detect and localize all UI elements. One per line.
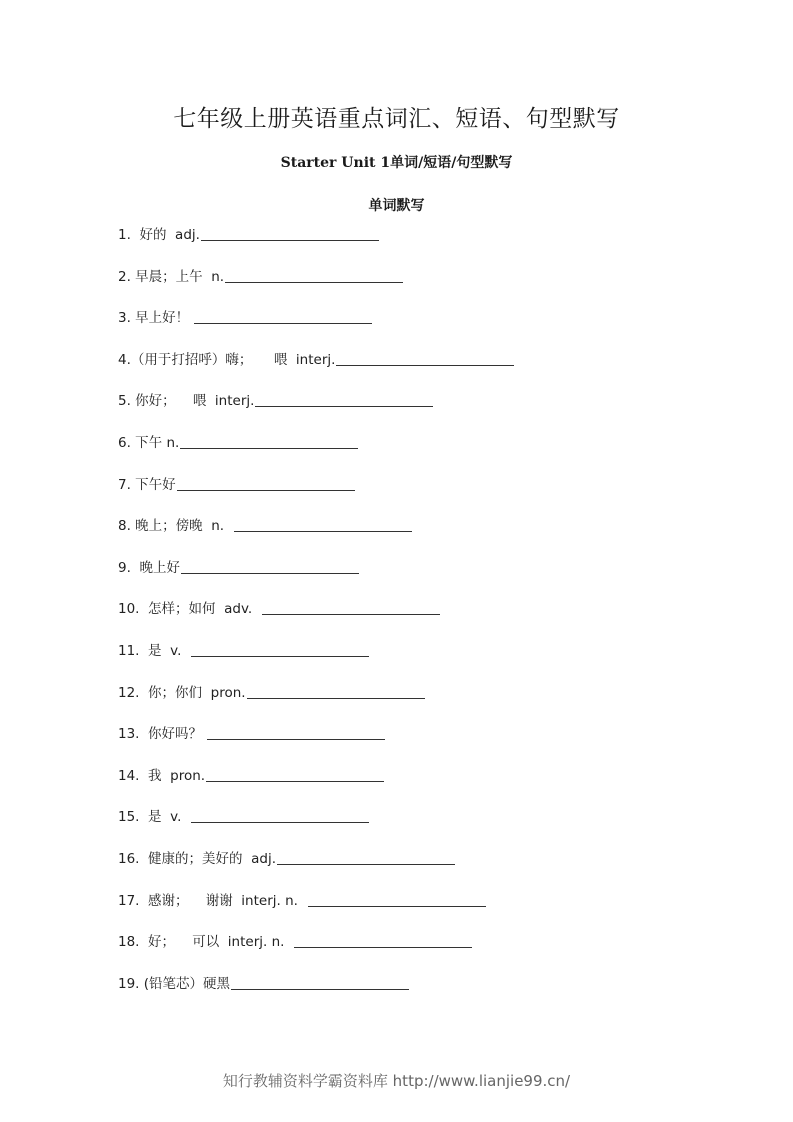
footer-watermark: 知行教辅资料学霸资料库 http://www.lianjie99.cn/ <box>222 1072 571 1090</box>
answer-blank[interactable] <box>247 684 425 699</box>
answer-blank[interactable] <box>231 975 409 990</box>
item-prompt: 16. 健康的；美好的 adj. <box>118 850 277 867</box>
list-item <box>118 476 718 518</box>
answer-blank[interactable] <box>191 642 369 657</box>
item-prompt: 12. 你；你们 pron. <box>118 684 246 701</box>
item-prompt: 8. 晚上；傍晚 n. <box>118 518 233 535</box>
item-prompt: 14. 我 pron. <box>118 767 206 784</box>
item-prompt: 2. 早晨；上午 n. <box>118 268 225 285</box>
list-item <box>118 309 718 351</box>
list-item <box>118 351 718 393</box>
list-item <box>118 684 718 726</box>
answer-blank[interactable] <box>177 476 355 491</box>
list-item <box>118 725 718 767</box>
page-title: 七年级上册英语重点词汇、短语、句型默写 <box>173 106 620 132</box>
item-prompt: 18. 好； 可以 interj. n. <box>118 934 294 951</box>
list-item <box>118 892 718 934</box>
answer-blank[interactable] <box>194 309 372 324</box>
answer-blank[interactable] <box>277 850 455 865</box>
answer-blank[interactable] <box>262 600 440 615</box>
item-prompt: 19. (铅笔芯）硬黑 <box>118 975 231 992</box>
answer-blank[interactable] <box>294 933 472 948</box>
item-prompt: 17. 感谢； 谢谢 interj. n. <box>118 892 307 909</box>
item-prompt: 15. 是 v. <box>118 809 190 826</box>
item-prompt: 1. 好的 adj. <box>118 227 200 243</box>
list-item <box>118 933 718 975</box>
item-prompt: 3. 早上好！ <box>118 310 194 327</box>
list-item <box>118 226 718 268</box>
item-prompt: 4.（用于打招呼）嗨； 喂 interj. <box>118 351 336 368</box>
list-item <box>118 808 718 850</box>
answer-blank[interactable] <box>234 517 412 532</box>
word-dictation-list <box>118 226 718 1016</box>
answer-blank[interactable] <box>180 434 358 449</box>
item-prompt: 11. 是 v. <box>118 642 190 659</box>
item-prompt: 7. 下午好 <box>118 476 176 493</box>
list-item <box>118 434 718 476</box>
list-item <box>118 600 718 642</box>
item-prompt: 6. 下午 n. <box>118 434 180 451</box>
section-heading: 单词默写 <box>368 198 425 214</box>
item-prompt: 9. 晚上好 <box>118 559 180 576</box>
answer-blank[interactable] <box>336 351 514 366</box>
answer-blank[interactable] <box>206 767 384 782</box>
item-prompt: 10. 怎样；如何 adv. <box>118 601 261 618</box>
answer-blank[interactable] <box>191 808 369 823</box>
list-item <box>118 517 718 559</box>
answer-blank[interactable] <box>181 559 359 574</box>
answer-blank[interactable] <box>207 725 385 740</box>
list-item <box>118 268 718 310</box>
list-item <box>118 559 718 601</box>
unit-subtitle: Starter Unit 1单词/短语/句型默写 <box>280 155 513 171</box>
list-item <box>118 850 718 892</box>
list-item <box>118 392 718 434</box>
list-item <box>118 642 718 684</box>
list-item <box>118 975 718 1017</box>
list-item <box>118 767 718 809</box>
item-prompt: 13. 你好吗？ <box>118 726 207 743</box>
answer-blank[interactable] <box>225 268 403 283</box>
answer-blank[interactable] <box>308 892 486 907</box>
answer-blank[interactable] <box>201 226 379 241</box>
answer-blank[interactable] <box>255 392 433 407</box>
item-prompt: 5. 你好； 喂 interj. <box>118 393 255 410</box>
